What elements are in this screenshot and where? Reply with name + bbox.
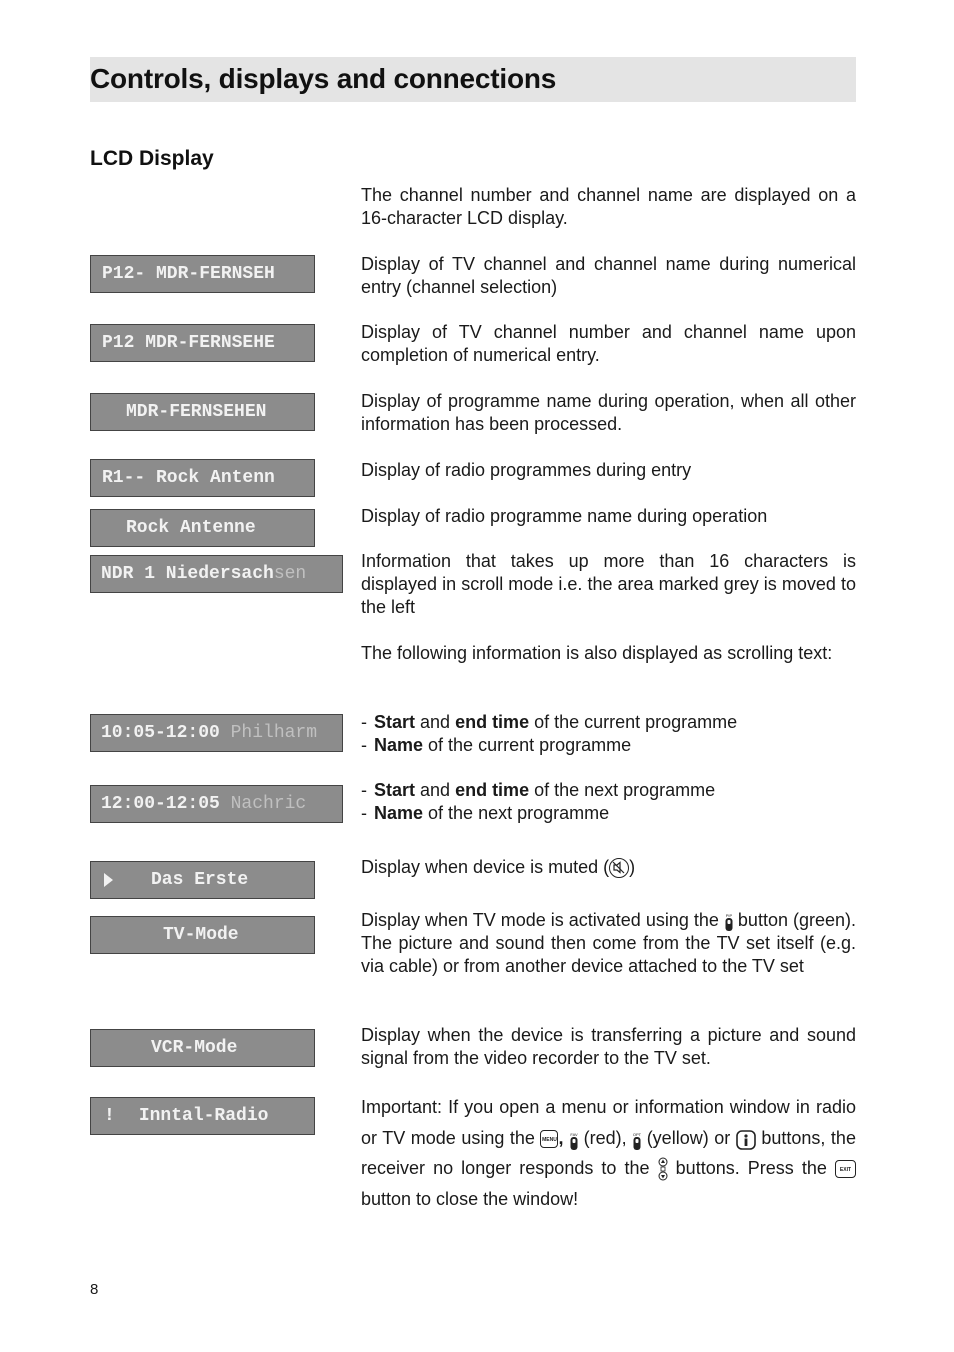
info-icon <box>736 1129 756 1149</box>
list-item: - Start and end time of the next programme <box>361 780 716 800</box>
lcd-display-6 <box>90 555 343 593</box>
lcd-description-2: Display of TV channel number and channel name upon completion of numerical entry. <box>361 322 856 365</box>
lcd-scroll-text: Nachric <box>230 794 307 814</box>
lcd-display-1 <box>90 255 315 293</box>
current-programme-list <box>361 711 856 757</box>
lcd-text: 12:00-12:05 <box>101 794 231 814</box>
pip-remote-icon <box>724 912 733 930</box>
lcd-display-8 <box>90 785 343 823</box>
section-title: LCD Display <box>90 147 214 170</box>
lcd-description-11: Display when the device is transferring a picture and sound signal from the video recorder to the TV set. <box>361 1025 856 1068</box>
lcd-display-3 <box>90 393 315 431</box>
page-number: 8 <box>90 1281 99 1298</box>
lcd-text: TV-Mode <box>163 925 239 945</box>
lcd-text: Inntal-Radio <box>138 1106 269 1126</box>
lcd-display-12 <box>90 1097 315 1135</box>
lcd-text: R1-- Rock Antenn <box>102 468 275 488</box>
lcd-text: NDR 1 Niedersach <box>101 564 274 584</box>
lcd-description-6: Information that takes up more than 16 characters is displayed in scroll mode i.e. the area marked grey is moved to the left <box>361 551 856 617</box>
lcd-description-1: Display of TV channel and channel name during numerical entry (channel selection) <box>361 254 856 297</box>
scrolling-info-intro: The following information is also displayed as scrolling text: <box>361 643 833 663</box>
lcd-display-10 <box>90 916 315 954</box>
lcd-description-10: Display when TV mode is activated using the PIP button (green). The picture and sound then come from the TV set itself (e.g. via cable) or from another device attached to the TV set <box>361 910 856 976</box>
lcd-display-11 <box>90 1029 315 1067</box>
lcd-text: Das Erste <box>151 870 249 890</box>
svg-text:PIP: PIP <box>725 913 733 919</box>
fav-remote-icon <box>569 1130 578 1148</box>
lcd-text: Rock Antenne <box>126 518 256 538</box>
next-programme-list <box>361 779 856 825</box>
mute-icon <box>609 858 629 878</box>
exit-icon: EXIT <box>835 1160 856 1178</box>
lcd-display-7 <box>90 714 343 752</box>
svg-text:FAV: FAV <box>570 1131 578 1137</box>
lcd-display-5 <box>90 509 315 547</box>
lcd-text: MDR-FERNSEHEN <box>126 402 267 422</box>
svg-text:OPT: OPT <box>633 1131 642 1137</box>
lcd-text: VCR-Mode <box>151 1038 238 1058</box>
lcd-display-4 <box>90 459 315 497</box>
up-down-icon <box>658 1157 668 1181</box>
page-title: Controls, displays and connections <box>90 63 557 94</box>
lcd-description-4: Display of radio programmes during entry <box>361 460 692 480</box>
lcd-text: 10:05-12:00 <box>101 723 231 743</box>
lcd-text: P12- MDR-FERNSEH <box>102 264 275 284</box>
lcd-display-2 <box>90 324 315 362</box>
lcd-description-3: Display of programme name during operation, when all other information has been processed. <box>361 391 856 434</box>
intro-text: The channel number and channel name are displayed on a 16-character LCD display. <box>361 185 856 228</box>
lcd-text: P12 MDR-FERNSEHE <box>102 333 275 353</box>
opt-remote-icon <box>632 1130 641 1148</box>
lcd-display-9 <box>90 861 315 899</box>
lcd-scroll-text: sen <box>273 564 307 584</box>
mute-indicator-icon <box>104 873 113 887</box>
list-item: - Name of the next programme <box>361 803 610 823</box>
page-header <box>90 57 856 102</box>
list-item: - Start and end time of the current programme <box>361 712 738 732</box>
lcd-scroll-text: Philharm <box>230 723 318 743</box>
lcd-description-9: Display when device is muted ( ) <box>361 857 636 877</box>
lcd-description-5: Display of radio programme name during operation <box>361 506 768 526</box>
menu-icon: MENU <box>540 1130 558 1148</box>
list-item: - Name of the current programme <box>361 735 632 755</box>
lcd-text: ! <box>104 1106 115 1126</box>
important-note: Important: If you open a menu or information window in radio or TV mode using the MENU, FAV (red), OPT (yellow) or buttons, the receiver no longer responds to the buttons. Press the EXIT button to close the window! <box>361 1097 856 1209</box>
